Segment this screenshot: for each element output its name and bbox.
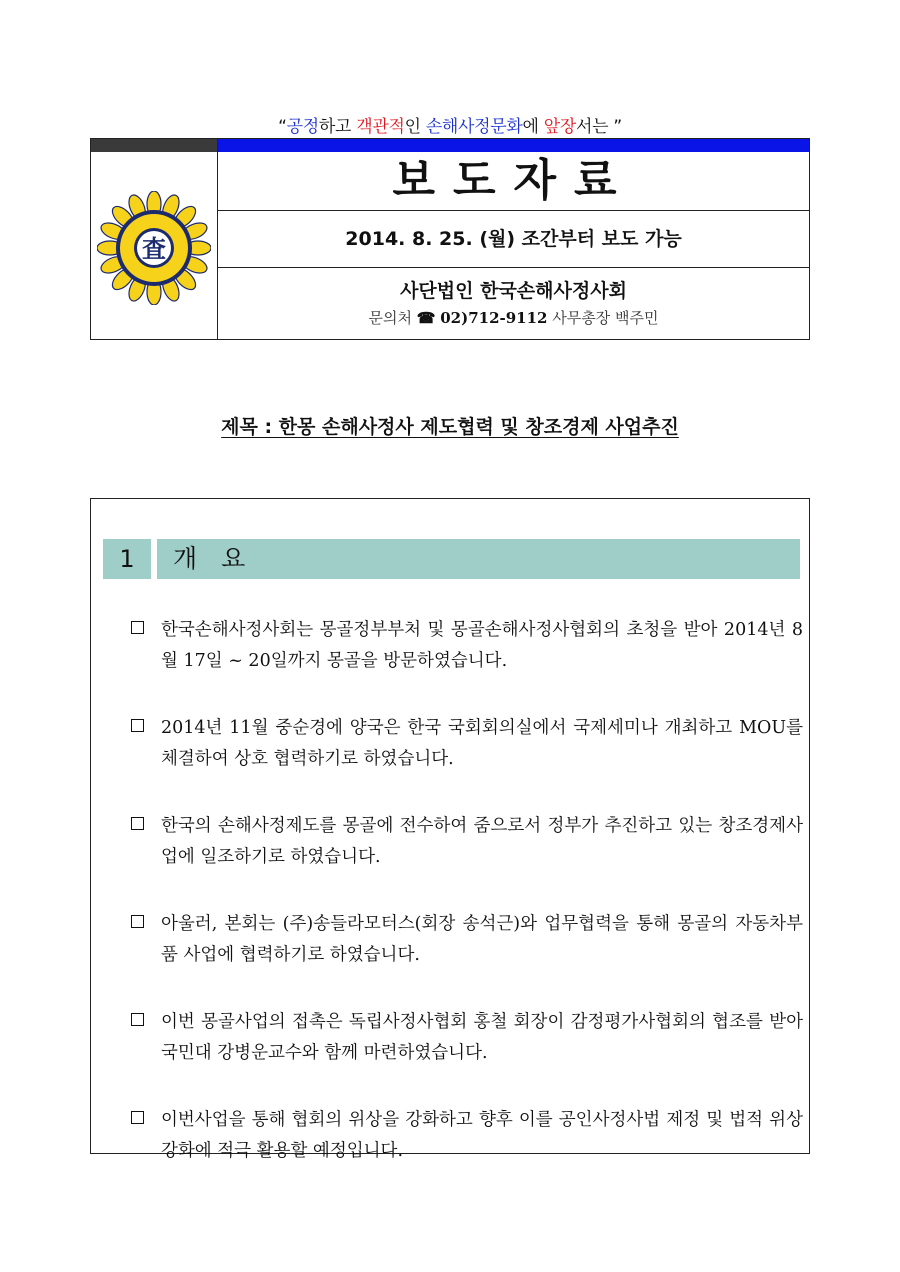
logo-top-bar bbox=[91, 139, 217, 152]
slogan-word-lead: 앞장 bbox=[543, 117, 577, 137]
section-number: 1 bbox=[103, 539, 151, 579]
contact-info bbox=[218, 307, 809, 328]
press-release-header bbox=[90, 138, 810, 340]
checkbox-bullet-icon bbox=[131, 915, 144, 928]
checkbox-bullet-icon bbox=[131, 1013, 144, 1026]
checkbox-bullet-icon bbox=[131, 1111, 144, 1124]
header-top-bar bbox=[218, 139, 809, 152]
checkbox-bullet-icon bbox=[131, 817, 144, 830]
contact-label: 문의처 bbox=[368, 309, 412, 327]
contact-phone: 02)712-9112 bbox=[440, 309, 548, 327]
release-subject: 제목 : 한몽 손해사정사 제도협력 및 창조경제 사업추진 bbox=[221, 416, 679, 438]
slogan-word-objective: 객관적 bbox=[356, 117, 405, 137]
logo-cell bbox=[91, 139, 218, 339]
checkbox-bullet-icon bbox=[131, 719, 144, 732]
list-item: 이번 몽골사업의 접촉은 독립사정사협회 홍철 회장이 감정평가사협회의 협조를 받아 국민대 강병운교수와 함께 마련하였습니다. bbox=[131, 1007, 803, 1069]
slogan-word-fair: 공정 bbox=[286, 117, 319, 137]
organization-name: 사단법인 한국손해사정사회 bbox=[400, 280, 627, 302]
slogan: “공정하고 객관적인 손해사정문화에 앞장서는 ” bbox=[278, 117, 622, 137]
list-item: 아울러, 본회는 (주)송들라모터스(회장 송석근)와 업무협력을 통해 몽골의 자동차부품 사업에 협력하기로 하였습니다. bbox=[131, 909, 803, 971]
embargo-date: 2014. 8. 25. (월) 조간부터 보도 가능 bbox=[218, 211, 809, 268]
list-item: 이번사업을 통해 협회의 위상을 강화하고 향후 이를 공인사정사법 제정 및 법적 위상강화에 적극 활용할 예정입니다. bbox=[131, 1105, 803, 1167]
content-box bbox=[90, 498, 810, 1161]
header-info-cell bbox=[218, 139, 809, 339]
section-title: 개 요 bbox=[157, 539, 800, 579]
list-item: 한국손해사정사회는 몽골정부부처 및 몽골손해사정사협회의 초청을 받아 2014년 8월 17일 ~ 20일까지 몽골을 방문하였습니다. bbox=[131, 615, 803, 677]
logo-character: 査 bbox=[142, 234, 166, 263]
list-item: 한국의 손해사정제도를 몽골에 전수하여 줌으로서 정부가 추진하고 있는 창조경제사업에 일조하기로 하였습니다. bbox=[131, 811, 803, 873]
overview-list bbox=[131, 615, 803, 1203]
press-release-title: 보도자료 bbox=[218, 152, 809, 211]
phone-icon: ☎ bbox=[416, 309, 436, 327]
list-item: 2014년 11월 중순경에 양국은 한국 국회회의실에서 국제세미나 개최하고 MOU를 체결하여 상호 협력하기로 하였습니다. bbox=[131, 713, 803, 775]
slogan-word-culture: 손해사정문화 bbox=[425, 117, 523, 137]
association-emblem-logo bbox=[97, 191, 211, 305]
contact-person: 사무총장 백주민 bbox=[552, 309, 659, 327]
checkbox-bullet-icon bbox=[131, 621, 144, 634]
